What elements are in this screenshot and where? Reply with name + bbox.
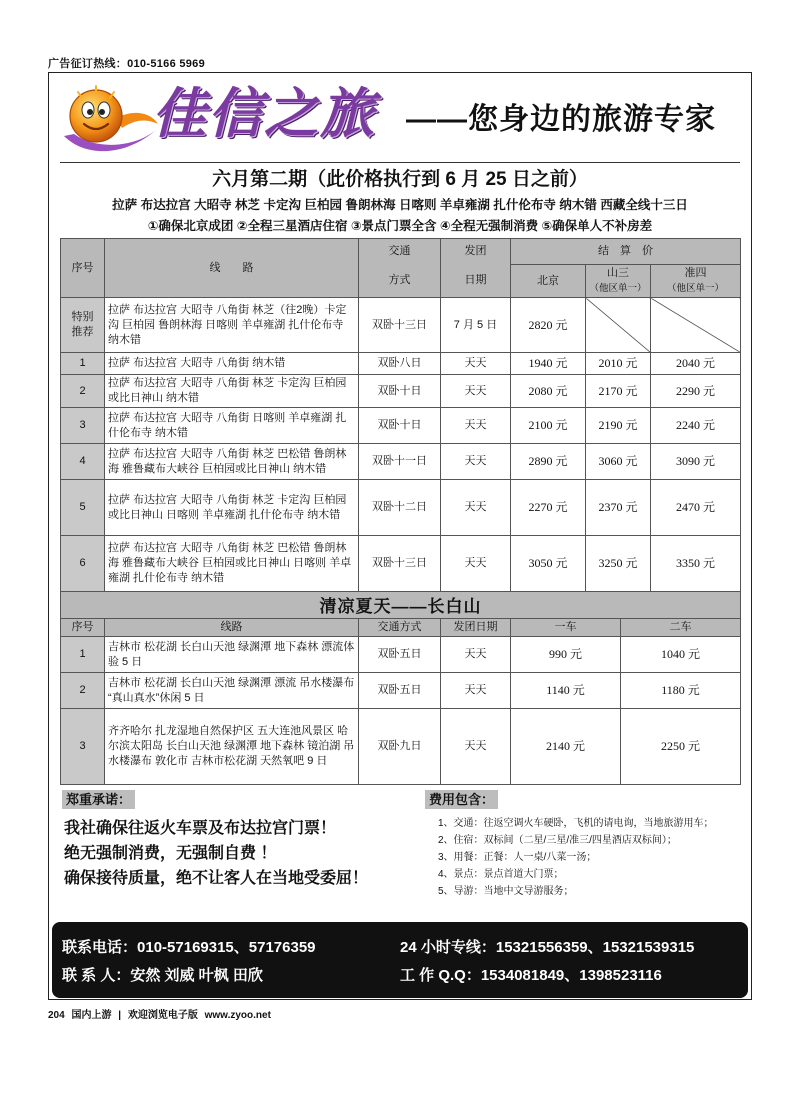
departure-cell: 天天 bbox=[441, 673, 511, 709]
special-label-line: 特别 bbox=[71, 311, 94, 323]
table-row bbox=[61, 353, 741, 375]
price-cell: 2470 元 bbox=[651, 480, 741, 536]
row-no: 2 bbox=[61, 673, 105, 709]
departure-cell: 天天 bbox=[441, 480, 511, 536]
persons-label: 联 系 人： bbox=[62, 967, 131, 984]
section-title-row bbox=[61, 592, 741, 622]
hotline-value: 15321556359、15321539315 bbox=[495, 939, 695, 956]
price-cell: 3090 元 bbox=[651, 444, 741, 480]
row-no: 3 bbox=[61, 709, 105, 785]
section-name: 国内上游 bbox=[71, 1010, 112, 1021]
fee-item: 5、导游：当地中文导游服务； bbox=[438, 886, 574, 897]
promise-label: 郑重承诺： bbox=[62, 790, 135, 809]
departure-cell: 7 月 5 日 bbox=[441, 298, 511, 353]
table-row bbox=[61, 673, 741, 709]
route-cell: 拉萨 布达拉宫 大昭寺 八角街 日喀则 羊卓雍湖 扎什伦布寺 纳木错 bbox=[105, 408, 359, 444]
route-cell: 拉萨 布达拉宫 大昭寺 八角街 林芝 卡定沟 巨柏园或比日神山 纳木错 bbox=[105, 375, 359, 408]
row-no: 3 bbox=[61, 408, 105, 444]
header-no: 序号 bbox=[61, 619, 105, 637]
route-cell: 吉林市 松花湖 长白山天池 绿渊潭 地下森林 漂流体验 5 日 bbox=[105, 637, 359, 673]
promo-title: 六月第二期（此价格执行到 6 月 25 日之前） bbox=[212, 169, 588, 190]
empty-price-cell bbox=[586, 298, 651, 353]
table-row bbox=[61, 536, 741, 592]
header-price-col bbox=[511, 265, 586, 298]
header-departure-bottom: 日期 bbox=[441, 265, 511, 298]
price-cell: 3060 元 bbox=[586, 444, 651, 480]
departure-cell: 天天 bbox=[441, 353, 511, 375]
transport-cell: 双卧五日 bbox=[359, 637, 441, 673]
route-cell: 齐齐哈尔 扎龙湿地自然保护区 五大连池风景区 哈尔滨太阳岛 长白山天池 绿渊潭 地下森林 镜泊湖 吊水楼瀑布 敦化市 吉林市松花湖 天然氧吧 9 日 bbox=[105, 709, 359, 785]
footer-separator: | bbox=[118, 1010, 122, 1021]
route-cell: 拉萨 布达拉宫 大昭寺 八角街 林芝 卡定沟 巨柏园或比日神山 日喀则 羊卓雍湖 扎什伦布寺 纳木错 bbox=[105, 480, 359, 536]
section-title: 清凉夏天——长白山 bbox=[61, 592, 741, 622]
departure-cell: 天天 bbox=[441, 536, 511, 592]
contact-hotline bbox=[400, 936, 694, 957]
header-transport: 交通方式 bbox=[359, 619, 441, 637]
contact-qq bbox=[400, 964, 662, 985]
hotline-label: 24 小时专线： bbox=[400, 939, 496, 956]
qq-value: 1534081849、1398523116 bbox=[480, 967, 662, 984]
header-price-col bbox=[586, 265, 651, 298]
route-cell: 拉萨 布达拉宫 大昭寺 八角街 林芝 巴松错 鲁朗林海 雅鲁藏布大峡谷 巨柏园或比日神山 日喀则 羊卓雍湖 扎什伦布寺 纳木错 bbox=[105, 536, 359, 592]
departure-cell: 天天 bbox=[441, 709, 511, 785]
special-label-line: 推荐 bbox=[71, 326, 94, 338]
header-no: 序号 bbox=[61, 239, 105, 298]
special-label bbox=[61, 298, 105, 353]
price-cell: 2140 元 bbox=[511, 709, 621, 785]
fee-item: 2、住宿：双标间（二星/三星/准三/四星酒店双标间）； bbox=[438, 835, 677, 846]
price-cell: 1140 元 bbox=[511, 673, 621, 709]
brand-name: 佳信之旅 bbox=[152, 81, 376, 145]
table-row bbox=[61, 444, 741, 480]
transport-cell: 双卧十三日 bbox=[359, 536, 441, 592]
brand-slogan: ——您身边的旅游专家 bbox=[406, 103, 716, 136]
route-cell: 拉萨 布达拉宫 大昭寺 八角街 林芝 巴松错 鲁朗林海 雅鲁藏布大峡谷 巨柏园或比日神山 纳木错 bbox=[105, 444, 359, 480]
route-summary: 拉萨 布达拉宫 大昭寺 林芝 卡定沟 巨柏园 鲁朗林海 日喀则 羊卓雍湖 扎什伦布寺 纳木错 西藏全线十三日 bbox=[112, 198, 688, 212]
guarantee-list: ①确保北京成团 ②全程三星酒店住宿 ③景点门票全含 ④全程无强制消费 ⑤确保单人不补房差 bbox=[147, 219, 653, 233]
smiley-sun-icon bbox=[56, 78, 160, 162]
price-col-main: 山三 bbox=[607, 267, 629, 279]
price-cell: 990 元 bbox=[511, 637, 621, 673]
price-cell: 2240 元 bbox=[651, 408, 741, 444]
fees-list bbox=[438, 815, 714, 900]
divider bbox=[60, 162, 740, 163]
fee-item: 3、用餐：正餐：人一桌/八菜一汤； bbox=[438, 852, 597, 863]
table-row bbox=[61, 408, 741, 444]
table-row bbox=[61, 480, 741, 536]
ad-hotline: 广告征订热线：010-5166 5969 bbox=[48, 58, 206, 70]
price-col-sub: （他区单一） bbox=[667, 283, 725, 294]
fee-item: 1、交通：往返空调火车硬卧，飞机的请电询，当地旅游用车； bbox=[438, 818, 714, 829]
header-transport-bottom: 方式 bbox=[359, 265, 441, 298]
header-price-col: 二车 bbox=[621, 619, 741, 637]
row-no: 1 bbox=[61, 637, 105, 673]
transport-cell: 双卧十日 bbox=[359, 408, 441, 444]
phone-value: 010-57169315、57176359 bbox=[137, 939, 316, 956]
row-no: 2 bbox=[61, 375, 105, 408]
price-cell: 2170 元 bbox=[586, 375, 651, 408]
fee-item: 4、景点：景点首道大门票； bbox=[438, 869, 564, 880]
table-row-special bbox=[61, 298, 741, 353]
price-col-sub: （他区单一） bbox=[589, 283, 647, 294]
transport-cell: 双卧十二日 bbox=[359, 480, 441, 536]
price-cell: 2290 元 bbox=[651, 375, 741, 408]
header-departure: 发团日期 bbox=[441, 619, 511, 637]
header-departure-top: 发团 bbox=[441, 239, 511, 265]
price-cell: 2080 元 bbox=[511, 375, 586, 408]
table-row bbox=[61, 637, 741, 673]
tibet-price-table bbox=[60, 238, 741, 622]
price-cell: 1040 元 bbox=[621, 637, 741, 673]
price-cell: 2010 元 bbox=[586, 353, 651, 375]
promise-line: 绝无强制消费，无强制自费 ！ bbox=[64, 845, 277, 862]
price-col-main: 北京 bbox=[537, 274, 559, 287]
price-cell: 3250 元 bbox=[586, 536, 651, 592]
empty-price-cell bbox=[651, 298, 741, 353]
promise-line: 我社确保往返火车票及布达拉宫门票！ bbox=[64, 820, 337, 837]
price-cell: 2250 元 bbox=[621, 709, 741, 785]
route-cell: 拉萨 布达拉宫 大昭寺 八角街 林芝（往2晚）卡定沟 巨柏园 鲁朗林海 日喀则 羊卓雍湖 扎什伦布寺 纳木错 bbox=[105, 298, 359, 353]
changbai-price-table bbox=[60, 618, 741, 785]
row-no: 6 bbox=[61, 536, 105, 592]
price-cell: 2190 元 bbox=[586, 408, 651, 444]
fees-label: 费用包含： bbox=[425, 790, 498, 809]
price-cell: 2270 元 bbox=[511, 480, 586, 536]
contact-box bbox=[52, 922, 748, 998]
header-price-col: 一车 bbox=[511, 619, 621, 637]
header-price-col bbox=[651, 265, 741, 298]
site-url: www.zyoo.net bbox=[204, 1010, 271, 1021]
table-row bbox=[61, 709, 741, 785]
row-no: 5 bbox=[61, 480, 105, 536]
price-cell: 2040 元 bbox=[651, 353, 741, 375]
price-cell: 2820 元 bbox=[511, 298, 586, 353]
page-number: 204 bbox=[48, 1010, 65, 1021]
site-label: 欢迎浏览电子版 bbox=[127, 1010, 198, 1021]
route-cell: 吉林市 松花湖 长白山天池 绿渊潭 漂流 吊水楼瀑布 “真山真水”休闲 5 日 bbox=[105, 673, 359, 709]
price-cell: 3050 元 bbox=[511, 536, 586, 592]
transport-cell: 双卧八日 bbox=[359, 353, 441, 375]
price-cell: 2100 元 bbox=[511, 408, 586, 444]
price-cell: 2890 元 bbox=[511, 444, 586, 480]
price-cell: 2370 元 bbox=[586, 480, 651, 536]
persons-value: 安然 刘威 叶枫 田欣 bbox=[130, 967, 263, 984]
table-row bbox=[61, 375, 741, 408]
header-route: 线路 bbox=[105, 619, 359, 637]
header-route: 线 路 bbox=[105, 239, 359, 298]
qq-label: 工 作 Q.Q： bbox=[400, 967, 481, 984]
departure-cell: 天天 bbox=[441, 375, 511, 408]
header-price-group: 结 算 价 bbox=[511, 239, 741, 265]
page-footer bbox=[48, 1006, 275, 1021]
header-transport-top: 交通 bbox=[359, 239, 441, 265]
transport-cell: 双卧五日 bbox=[359, 673, 441, 709]
row-no: 1 bbox=[61, 353, 105, 375]
promise-line: 确保接待质量，绝不让客人在当地受委屈！ bbox=[64, 870, 369, 887]
price-cell: 3350 元 bbox=[651, 536, 741, 592]
promise-list bbox=[64, 816, 368, 891]
transport-cell: 双卧九日 bbox=[359, 709, 441, 785]
contact-persons bbox=[62, 964, 263, 985]
route-cell: 拉萨 布达拉宫 大昭寺 八角街 纳木错 bbox=[105, 353, 359, 375]
price-col-main: 准四 bbox=[684, 267, 707, 279]
departure-cell: 天天 bbox=[441, 408, 511, 444]
departure-cell: 天天 bbox=[441, 637, 511, 673]
departure-cell: 天天 bbox=[441, 444, 511, 480]
transport-cell: 双卧十一日 bbox=[359, 444, 441, 480]
phone-label: 联系电话： bbox=[62, 939, 138, 956]
price-cell: 1940 元 bbox=[511, 353, 586, 375]
price-cell: 1180 元 bbox=[621, 673, 741, 709]
transport-cell: 双卧十三日 bbox=[359, 298, 441, 353]
contact-phone bbox=[62, 936, 316, 957]
row-no: 4 bbox=[61, 444, 105, 480]
transport-cell: 双卧十日 bbox=[359, 375, 441, 408]
